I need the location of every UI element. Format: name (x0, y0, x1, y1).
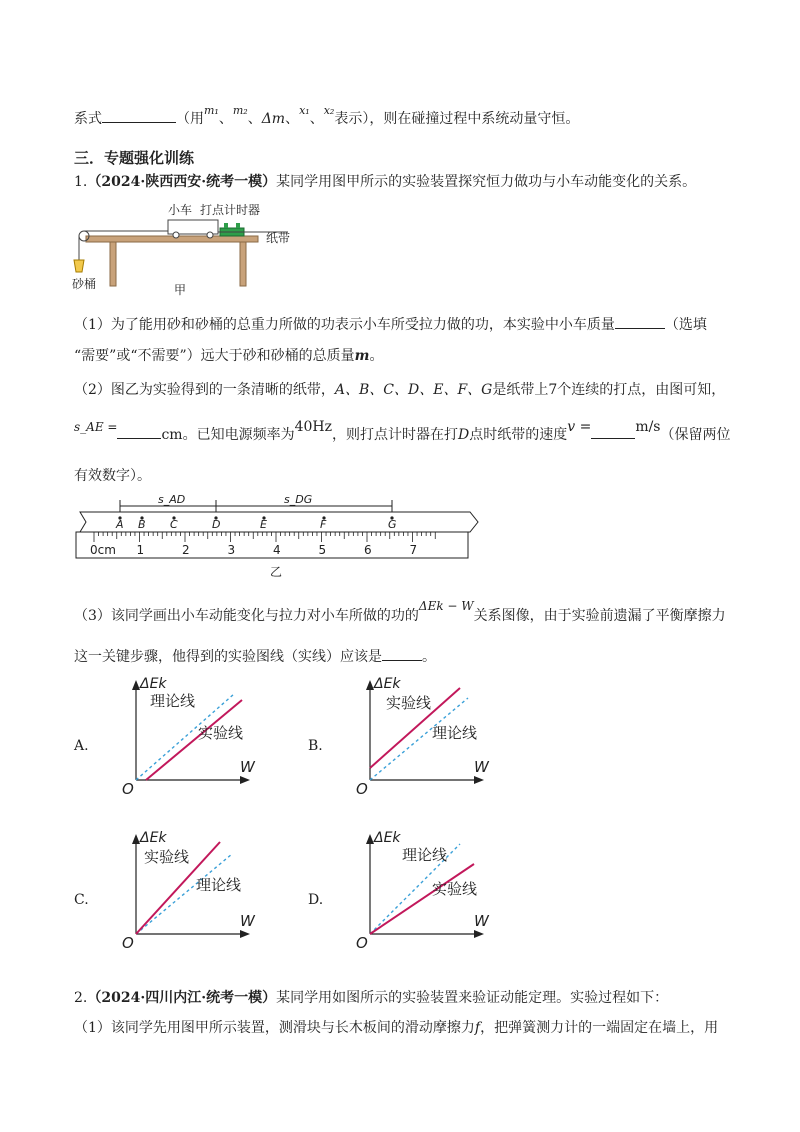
text: 、 (218, 111, 233, 127)
y-arrow (366, 680, 374, 690)
origin-label: O (122, 934, 134, 952)
origin-label: O (122, 780, 134, 798)
origin-label: O (356, 780, 368, 798)
q1-part1-line2 (74, 346, 383, 366)
figure-label: 乙 (270, 565, 283, 579)
ruler-number: 2 (182, 543, 190, 557)
text: 关系图像，由于实验前遗漏了平衡摩擦力 (473, 608, 726, 624)
answer-blank[interactable] (102, 108, 176, 123)
q1-part2-line1 (74, 380, 725, 400)
text: （1）该同学先用图甲所示装置，测滑块与长木板间的滑动摩擦力 (74, 1020, 475, 1036)
table-top (86, 236, 258, 242)
ruler-number: 1 (136, 543, 145, 557)
symbol-v: v = (567, 419, 592, 435)
point-label: A (116, 518, 124, 531)
question-source: （2024·四川内江·统考一模） (87, 990, 277, 1006)
answer-blank[interactable] (382, 646, 422, 661)
sand-bucket (74, 260, 84, 272)
symbol-f: f (474, 1020, 481, 1036)
option-graph[interactable] (94, 672, 264, 798)
text: 、 (285, 111, 300, 127)
timer-post (224, 223, 228, 228)
cart-wheel (207, 232, 213, 238)
frequency: 40Hz (294, 419, 332, 435)
theory-line (136, 854, 232, 934)
table-leg (110, 242, 116, 286)
experiment-line (370, 864, 474, 934)
text: 点时纸带的速度 (469, 427, 568, 443)
tape-ruler-figure (72, 494, 492, 580)
y-arrow (132, 680, 140, 690)
x-arrow (240, 930, 250, 938)
point-label: C (170, 518, 178, 531)
option-label[interactable]: D. (308, 892, 324, 908)
section-title: 三．专题强化训练 (74, 149, 195, 167)
x-arrow (240, 776, 250, 784)
point-label: D (212, 518, 221, 531)
q1-part2-line2 (74, 419, 731, 445)
theory-label: 理论线 (432, 724, 478, 742)
symbol-x2: x₂ (323, 104, 335, 117)
timer-post (236, 223, 240, 228)
question-source: （2024·陕西西安·统考一模） (87, 174, 277, 190)
figure-label: 甲 (174, 283, 187, 297)
text: 。 (369, 348, 384, 364)
point-label: E (260, 518, 267, 531)
option-graph[interactable] (328, 826, 498, 952)
text: 、 (309, 111, 324, 127)
q1-part3-line1 (74, 599, 726, 626)
q2-part1 (74, 1018, 718, 1038)
timer-label: 打点计时器 (200, 203, 261, 217)
q2-stem (74, 988, 668, 1008)
y-axis-label: ΔEk (140, 830, 167, 846)
text: ，把弹簧测力计的一端固定在墙上，用 (480, 1020, 719, 1036)
y-axis-label: ΔEk (140, 676, 167, 692)
ruler-number: 0cm (90, 543, 116, 557)
s-ad-label: s_AD (158, 494, 186, 506)
q1-part2-line3: 有效数字）。 (74, 468, 151, 484)
option-graph[interactable] (328, 672, 498, 798)
text: （保留两位 (660, 427, 731, 443)
text: 这一关键步骤，他得到的实验图线（实线）应该是 (74, 649, 382, 665)
symbol-dek-w: ΔEk − W (418, 599, 474, 613)
symbol-m1: m₁ (204, 104, 219, 117)
theory-label: 理论线 (150, 692, 196, 710)
text: （选填 (664, 317, 707, 333)
s-dg-label: s_DG (284, 494, 313, 506)
symbol-m2: m₂ (232, 104, 248, 117)
symbol-sae: s_AE = (74, 420, 118, 434)
theory-label: 理论线 (402, 846, 448, 864)
apparatus-figure (70, 196, 310, 300)
q1-part1-line1 (74, 314, 707, 335)
q1-stem (74, 172, 696, 192)
point-label: G (388, 518, 397, 531)
text: （3）该同学画出小车动能变化与拉力对小车所做的功的 (74, 608, 419, 624)
text: ，则打点计时器在打 (331, 427, 458, 443)
text: cm。已知电源频率为 (161, 427, 295, 443)
cart-wheel (173, 232, 179, 238)
symbol-dm: Δm (261, 111, 286, 127)
continuation-line (74, 104, 580, 130)
experiment-label: 实验线 (198, 724, 244, 742)
text: 表示），则在碰撞过程中系统动量守恒。 (334, 111, 580, 127)
x-axis-label: W (240, 912, 255, 930)
text: 、 (247, 111, 262, 127)
question-number: 2. (74, 990, 88, 1006)
text: 。 (422, 649, 436, 665)
theory-label: 理论线 (196, 876, 242, 894)
text: （1）为了能用砂和砂桶的总重力所做的功表示小车所受拉力做的功，本实验中小车质量 (74, 317, 615, 333)
bucket-label: 砂桶 (72, 277, 97, 291)
experiment-label: 实验线 (144, 848, 190, 866)
y-axis-label: ΔEk (374, 676, 401, 692)
text: “需要”或“不需要”）远大于砂和砂桶的总质量 (74, 348, 355, 364)
text: 是纸带上7个连续的打点，由图可知， (492, 382, 726, 398)
answer-blank[interactable] (117, 424, 161, 439)
ruler-number: 5 (318, 543, 327, 557)
option-label[interactable]: C. (74, 892, 89, 908)
answer-blank[interactable] (615, 314, 665, 329)
points-list: A、B、C、D、E、F、G (334, 382, 493, 398)
ruler-number: 7 (409, 543, 418, 557)
unit: m/s (635, 419, 661, 435)
text: （2）图乙为实验得到的一条清晰的纸带， (74, 382, 335, 398)
ruler-number: 4 (273, 543, 281, 557)
point-label: B (138, 518, 146, 531)
text: （用 (176, 111, 204, 127)
q1-part3-line2 (74, 646, 436, 667)
option-graph[interactable] (94, 826, 264, 952)
y-arrow (366, 834, 374, 844)
text: 某同学用如图所示的实验装置来验证动能定理。实验过程如下： (276, 990, 669, 1006)
ruler-number: 3 (227, 543, 236, 557)
x-axis-label: W (474, 912, 489, 930)
x-axis-label: W (474, 758, 489, 776)
experiment-label: 实验线 (432, 880, 478, 898)
symbol-x1: x₁ (299, 104, 310, 117)
origin-label: O (356, 934, 368, 952)
ruler-number: 6 (364, 543, 372, 557)
symbol-d: D (457, 427, 470, 443)
cart-label: 小车 (168, 203, 193, 217)
text: 某同学用图甲所示的实验装置探究恒力做功与小车动能变化的关系。 (276, 174, 697, 190)
table-leg (240, 242, 246, 286)
tape-label: 纸带 (266, 231, 291, 245)
x-axis-label: W (240, 758, 255, 776)
symbol-m: m (354, 348, 370, 364)
x-arrow (474, 776, 484, 784)
option-label[interactable]: B. (308, 738, 323, 754)
answer-blank[interactable] (591, 424, 635, 439)
y-arrow (132, 834, 140, 844)
y-axis-label: ΔEk (374, 830, 401, 846)
x-arrow (474, 930, 484, 938)
question-number: 1. (74, 174, 88, 190)
experiment-label: 实验线 (386, 694, 432, 712)
text: 系式 (74, 111, 102, 127)
point-label: F (320, 518, 327, 531)
option-label[interactable]: A. (74, 738, 89, 754)
